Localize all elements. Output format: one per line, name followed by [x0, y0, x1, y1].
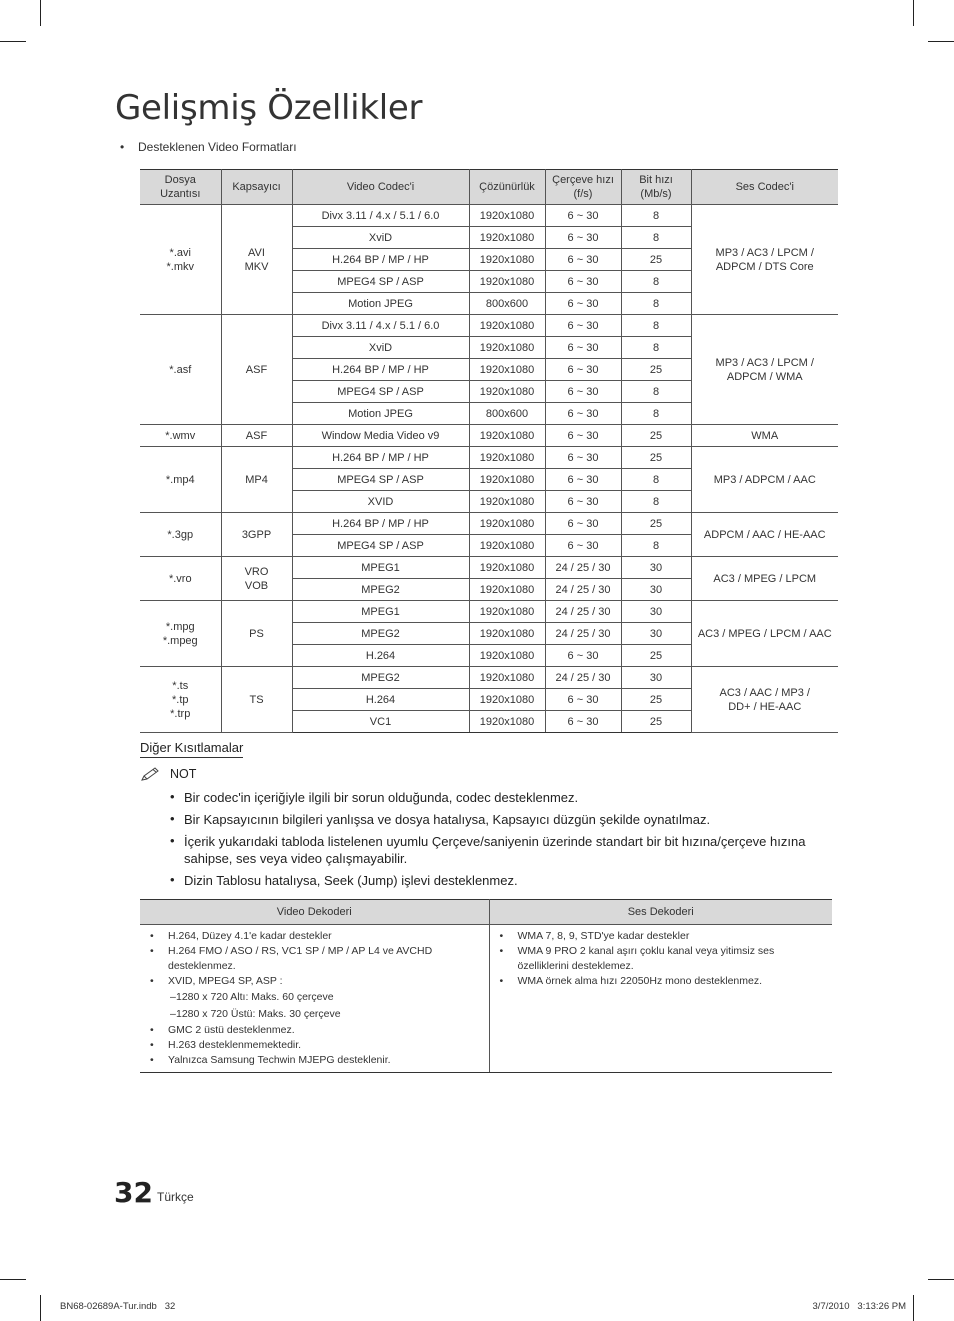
- cell-frame-rate: 6 ~ 30: [545, 513, 621, 535]
- cell-frame-rate: 6 ~ 30: [545, 425, 621, 447]
- header-video-codec: Video Codec'i: [292, 170, 469, 205]
- cell-frame-rate: 24 / 25 / 30: [545, 623, 621, 645]
- crop-mark: [0, 41, 26, 42]
- cell-video-codec: H.264: [292, 689, 469, 711]
- cell-resolution: 1920x1080: [469, 447, 545, 469]
- cell-audio-codec: ADPCM / AAC / HE-AAC: [691, 513, 838, 557]
- cell-frame-rate: 24 / 25 / 30: [545, 601, 621, 623]
- table-row: [140, 513, 838, 535]
- cell-video-codec: XviD: [292, 227, 469, 249]
- crop-mark: [913, 1295, 914, 1321]
- cell-extension: *.ts *.tp *.trp: [140, 667, 221, 733]
- list-item: • Bir Kapsayıcının bilgileri yanlışsa ve dosya hatalıysa, Kapsayıcı düzgün şekilde oynatılmaz.: [168, 811, 828, 828]
- footer-language: Türkçe: [157, 1190, 194, 1204]
- cell-video-codec: H.264 BP / MP / HP: [292, 513, 469, 535]
- cell-frame-rate: 6 ~ 30: [545, 535, 621, 557]
- cell-bit-rate: 8: [621, 205, 691, 227]
- crop-mark: [40, 0, 41, 26]
- table-row: [140, 425, 838, 447]
- list-item: • H.264 FMO / ASO / RS, VC1 SP / MP / AP L4 ve AVCHD desteklenmez.: [148, 944, 485, 974]
- page-title: Gelişmiş Özellikler: [115, 88, 423, 128]
- intro-bullet: [120, 140, 297, 154]
- cell-bit-rate: 30: [621, 579, 691, 601]
- cell-video-codec: Window Media Video v9: [292, 425, 469, 447]
- crop-mark: [928, 41, 954, 42]
- crop-mark: [913, 0, 914, 26]
- cell-video-codec: H.264 BP / MP / HP: [292, 249, 469, 271]
- cell-container: VRO VOB: [221, 557, 292, 601]
- cell-extension: *.mpg *.mpeg: [140, 601, 221, 667]
- cell-frame-rate: 6 ~ 30: [545, 689, 621, 711]
- cell-video-codec: MPEG4 SP / ASP: [292, 381, 469, 403]
- cell-video-codec: Motion JPEG: [292, 403, 469, 425]
- cell-extension: *.avi *.mkv: [140, 205, 221, 315]
- cell-video-codec: H.264 BP / MP / HP: [292, 447, 469, 469]
- cell-video-codec: H.264 BP / MP / HP: [292, 359, 469, 381]
- cell-frame-rate: 6 ~ 30: [545, 469, 621, 491]
- list-item: – 1280 x 720 Üstü: Maks. 30 çerçeve: [148, 1006, 485, 1023]
- crop-mark: [40, 1295, 41, 1321]
- audio-decoder-list: [498, 929, 829, 989]
- cell-bit-rate: 8: [621, 535, 691, 557]
- cell-frame-rate: 6 ~ 30: [545, 205, 621, 227]
- cell-frame-rate: 6 ~ 30: [545, 293, 621, 315]
- cell-audio-codec: AC3 / MPEG / LPCM / AAC: [691, 601, 838, 667]
- cell-resolution: 1920x1080: [469, 557, 545, 579]
- list-item: • H.264, Düzey 4.1'e kadar destekler: [148, 929, 485, 944]
- cell-frame-rate: 6 ~ 30: [545, 359, 621, 381]
- cell-video-codec: MPEG4 SP / ASP: [292, 469, 469, 491]
- header-resolution: Çözünürlük: [469, 170, 545, 205]
- video-decoder-list: [148, 929, 485, 1068]
- cell-extension: *.asf: [140, 315, 221, 425]
- audio-decoder-cell: [489, 925, 832, 1073]
- cell-video-codec: MPEG2: [292, 623, 469, 645]
- cell-resolution: 1920x1080: [469, 469, 545, 491]
- note-heading: [140, 766, 196, 782]
- cell-bit-rate: 25: [621, 513, 691, 535]
- cell-bit-rate: 30: [621, 601, 691, 623]
- cell-resolution: 800x600: [469, 403, 545, 425]
- cell-audio-codec: MP3 / AC3 / LPCM / ADPCM / WMA: [691, 315, 838, 425]
- cell-bit-rate: 25: [621, 249, 691, 271]
- list-item: • WMA 7, 8, 9, STD'ye kadar destekler: [498, 929, 829, 944]
- cell-frame-rate: 6 ~ 30: [545, 249, 621, 271]
- cell-audio-codec: MP3 / ADPCM / AAC: [691, 447, 838, 513]
- list-item: • XVID, MPEG4 SP, ASP :: [148, 974, 485, 989]
- cell-resolution: 1920x1080: [469, 315, 545, 337]
- table-row: [140, 667, 838, 689]
- list-item: • WMA örnek alma hızı 22050Hz mono desteklenmez.: [498, 974, 829, 989]
- header-audio-codec: Ses Codec'i: [691, 170, 838, 205]
- cell-resolution: 1920x1080: [469, 689, 545, 711]
- cell-video-codec: MPEG2: [292, 579, 469, 601]
- notes-list: [168, 789, 828, 894]
- cell-bit-rate: 8: [621, 337, 691, 359]
- cell-audio-codec: WMA: [691, 425, 838, 447]
- cell-extension: *.wmv: [140, 425, 221, 447]
- list-item: • GMC 2 üstü desteklenmez.: [148, 1023, 485, 1038]
- cell-frame-rate: 6 ~ 30: [545, 403, 621, 425]
- cell-bit-rate: 25: [621, 711, 691, 733]
- video-formats-table: [140, 169, 838, 733]
- table-header-row: [140, 170, 838, 205]
- cell-bit-rate: 25: [621, 359, 691, 381]
- cell-resolution: 1920x1080: [469, 205, 545, 227]
- cell-bit-rate: 8: [621, 315, 691, 337]
- cell-container: TS: [221, 667, 292, 733]
- cell-audio-codec: AC3 / AAC / MP3 / DD+ / HE-AAC: [691, 667, 838, 733]
- cell-frame-rate: 24 / 25 / 30: [545, 579, 621, 601]
- cell-resolution: 1920x1080: [469, 381, 545, 403]
- table-row: [140, 601, 838, 623]
- decoders-table: [140, 899, 832, 1073]
- cell-container: AVI MKV: [221, 205, 292, 315]
- cell-frame-rate: 6 ~ 30: [545, 271, 621, 293]
- cell-container: MP4: [221, 447, 292, 513]
- cell-bit-rate: 8: [621, 381, 691, 403]
- list-item: • Bir codec'in içeriğiyle ilgili bir sorun olduğunda, codec desteklenmez.: [168, 789, 828, 806]
- cell-resolution: 1920x1080: [469, 491, 545, 513]
- note-label: NOT: [170, 767, 197, 781]
- page-number: 32: [114, 1176, 153, 1209]
- list-item: • H.263 desteklenmemektedir.: [148, 1038, 485, 1053]
- header-extension: Dosya Uzantısı: [140, 170, 221, 205]
- bullet: •: [120, 140, 125, 154]
- cell-frame-rate: 6 ~ 30: [545, 381, 621, 403]
- cell-frame-rate: 24 / 25 / 30: [545, 667, 621, 689]
- cell-bit-rate: 30: [621, 623, 691, 645]
- cell-video-codec: MPEG4 SP / ASP: [292, 271, 469, 293]
- cell-frame-rate: 6 ~ 30: [545, 315, 621, 337]
- cell-audio-codec: AC3 / MPEG / LPCM: [691, 557, 838, 601]
- header-video-decoder: Video Dekoderi: [140, 900, 489, 925]
- cell-frame-rate: 6 ~ 30: [545, 447, 621, 469]
- cell-resolution: 800x600: [469, 293, 545, 315]
- cell-video-codec: MPEG2: [292, 667, 469, 689]
- list-item: • Dizin Tablosu hatalıysa, Seek (Jump) işlevi desteklenmez.: [168, 872, 828, 889]
- cell-bit-rate: 8: [621, 271, 691, 293]
- cell-bit-rate: 8: [621, 293, 691, 315]
- cell-container: PS: [221, 601, 292, 667]
- cell-video-codec: Divx 3.11 / 4.x / 5.1 / 6.0: [292, 205, 469, 227]
- table-row: [140, 447, 838, 469]
- cell-video-codec: VC1: [292, 711, 469, 733]
- cell-resolution: 1920x1080: [469, 513, 545, 535]
- table-row: [140, 315, 838, 337]
- cell-video-codec: H.264: [292, 645, 469, 667]
- list-item: • İçerik yukarıdaki tabloda listelenen uyumlu Çerçeve/saniyenin üzerinde standart bir bit hızına/çerçeve hızına sahipse, ses veya video çalışmayabilir.: [168, 833, 828, 867]
- cell-bit-rate: 8: [621, 469, 691, 491]
- cell-video-codec: XviD: [292, 337, 469, 359]
- cell-container: 3GPP: [221, 513, 292, 557]
- video-decoder-cell: [140, 925, 489, 1073]
- cell-resolution: 1920x1080: [469, 425, 545, 447]
- table-row: [140, 925, 832, 1073]
- cell-resolution: 1920x1080: [469, 601, 545, 623]
- cell-frame-rate: 6 ~ 30: [545, 227, 621, 249]
- cell-frame-rate: 24 / 25 / 30: [545, 557, 621, 579]
- cell-container: ASF: [221, 315, 292, 425]
- cell-bit-rate: 25: [621, 689, 691, 711]
- cell-container: ASF: [221, 425, 292, 447]
- restrictions-title: Diğer Kısıtlamalar: [140, 740, 243, 758]
- crop-mark: [928, 1279, 954, 1280]
- intro-text: Desteklenen Video Formatları: [138, 140, 297, 154]
- cell-extension: *.vro: [140, 557, 221, 601]
- cell-resolution: 1920x1080: [469, 667, 545, 689]
- cell-frame-rate: 6 ~ 30: [545, 337, 621, 359]
- cell-resolution: 1920x1080: [469, 359, 545, 381]
- header-bit-rate: Bit hızı (Mb/s): [621, 170, 691, 205]
- cell-resolution: 1920x1080: [469, 645, 545, 667]
- header-frame-rate: Çerçeve hızı (f/s): [545, 170, 621, 205]
- footer-file-info: BN68-02689A-Tur.indb 32: [60, 1301, 176, 1312]
- cell-video-codec: Motion JPEG: [292, 293, 469, 315]
- table-header-row: [140, 900, 832, 925]
- list-item: – 1280 x 720 Altı: Maks. 60 çerçeve: [148, 989, 485, 1006]
- cell-frame-rate: 6 ~ 30: [545, 711, 621, 733]
- cell-bit-rate: 25: [621, 447, 691, 469]
- cell-video-codec: Divx 3.11 / 4.x / 5.1 / 6.0: [292, 315, 469, 337]
- cell-bit-rate: 8: [621, 227, 691, 249]
- cell-video-codec: XVID: [292, 491, 469, 513]
- cell-resolution: 1920x1080: [469, 271, 545, 293]
- list-item: • Yalnızca Samsung Techwin MJEPG desteklenir.: [148, 1053, 485, 1068]
- cell-resolution: 1920x1080: [469, 249, 545, 271]
- header-audio-decoder: Ses Dekoderi: [489, 900, 832, 925]
- cell-video-codec: MPEG1: [292, 601, 469, 623]
- cell-bit-rate: 8: [621, 403, 691, 425]
- cell-frame-rate: 6 ~ 30: [545, 645, 621, 667]
- cell-video-codec: MPEG4 SP / ASP: [292, 535, 469, 557]
- cell-extension: *.3gp: [140, 513, 221, 557]
- list-item: • WMA 9 PRO 2 kanal aşırı çoklu kanal veya yitimsiz ses özelliklerini desteklemez.: [498, 944, 829, 974]
- cell-resolution: 1920x1080: [469, 337, 545, 359]
- pencil-icon: [140, 766, 162, 782]
- cell-frame-rate: 6 ~ 30: [545, 491, 621, 513]
- cell-resolution: 1920x1080: [469, 579, 545, 601]
- cell-bit-rate: 25: [621, 425, 691, 447]
- cell-bit-rate: 25: [621, 645, 691, 667]
- cell-resolution: 1920x1080: [469, 623, 545, 645]
- cell-video-codec: MPEG1: [292, 557, 469, 579]
- table-row: [140, 557, 838, 579]
- crop-mark: [0, 1279, 26, 1280]
- cell-resolution: 1920x1080: [469, 535, 545, 557]
- cell-bit-rate: 8: [621, 491, 691, 513]
- cell-extension: *.mp4: [140, 447, 221, 513]
- table-row: [140, 205, 838, 227]
- cell-bit-rate: 30: [621, 557, 691, 579]
- cell-bit-rate: 30: [621, 667, 691, 689]
- cell-audio-codec: MP3 / AC3 / LPCM / ADPCM / DTS Core: [691, 205, 838, 315]
- cell-resolution: 1920x1080: [469, 711, 545, 733]
- footer-date-info: 3/7/2010 3:13:26 PM: [812, 1301, 906, 1312]
- header-container: Kapsayıcı: [221, 170, 292, 205]
- cell-resolution: 1920x1080: [469, 227, 545, 249]
